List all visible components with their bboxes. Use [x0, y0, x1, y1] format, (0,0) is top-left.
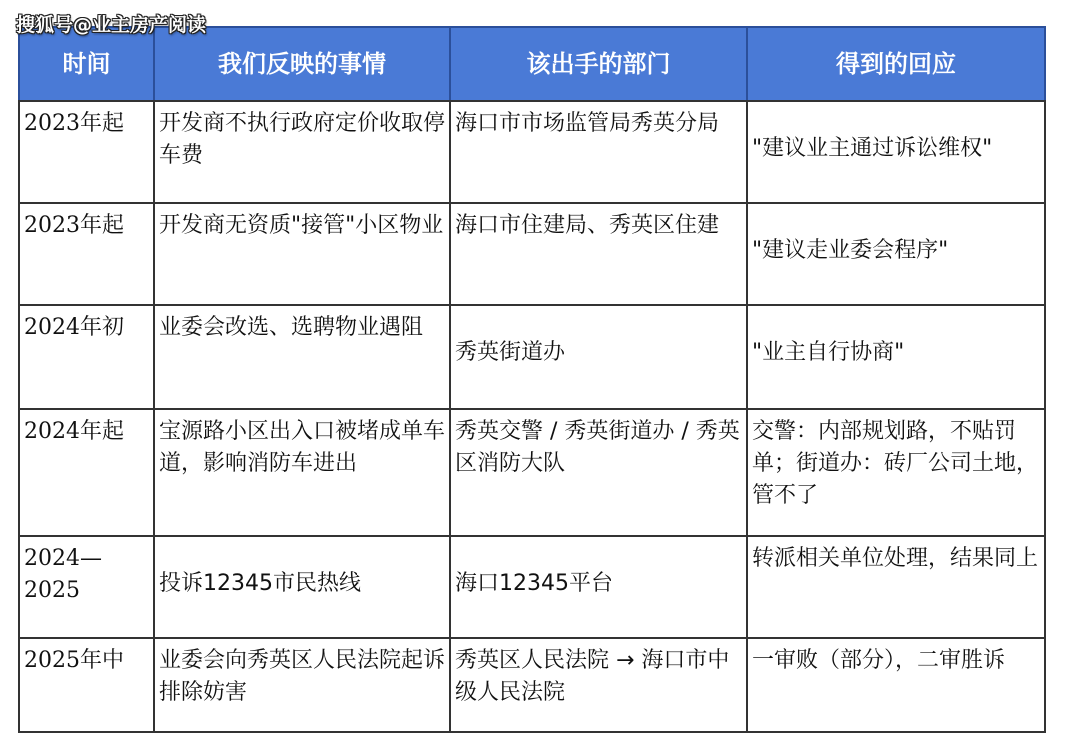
header-response: 得到的回应	[747, 27, 1045, 101]
header-department: 该出手的部门	[450, 27, 747, 101]
issue-cell: 开发商无资质"接管"小区物业	[154, 203, 450, 305]
time-cell: 2023年起	[19, 203, 154, 305]
time-cell: 2023年起	[19, 101, 154, 203]
time-cell: 2024—2025	[19, 536, 154, 638]
time-cell: 2025年中	[19, 638, 154, 732]
table-row	[19, 203, 1045, 305]
issue-cell: 开发商不执行政府定价收取停车费	[154, 101, 450, 203]
complaints-table	[18, 26, 1046, 733]
issue-cell: 投诉12345市民热线	[154, 536, 450, 638]
table-row	[19, 305, 1045, 409]
response-cell: "业主自行协商"	[747, 305, 1045, 409]
issue-cell: 宝源路小区出入口被堵成单车道，影响消防车进出	[154, 409, 450, 536]
response-cell: 一审败（部分），二审胜诉	[747, 638, 1045, 732]
department-cell: 秀英街道办	[450, 305, 747, 409]
issue-cell: 业委会改选、选聘物业遇阻	[154, 305, 450, 409]
table-row	[19, 101, 1045, 203]
table-row	[19, 536, 1045, 638]
table-row	[19, 409, 1045, 536]
department-cell: 海口12345平台	[450, 536, 747, 638]
department-cell: 秀英交警 / 秀英街道办 / 秀英区消防大队	[450, 409, 747, 536]
time-cell: 2024年起	[19, 409, 154, 536]
table-row	[19, 638, 1045, 732]
header-row	[19, 27, 1045, 101]
response-cell: "建议走业委会程序"	[747, 203, 1045, 305]
issue-cell: 业委会向秀英区人民法院起诉排除妨害	[154, 638, 450, 732]
response-cell: 转派相关单位处理，结果同上	[747, 536, 1045, 638]
time-cell: 2024年初	[19, 305, 154, 409]
department-cell: 海口市市场监管局秀英分局	[450, 101, 747, 203]
header-issue: 我们反映的事情	[154, 27, 450, 101]
department-cell: 海口市住建局、秀英区住建	[450, 203, 747, 305]
header-time: 时间	[19, 27, 154, 101]
watermark: 搜狐号@业主房产阅读	[16, 14, 207, 36]
response-cell: 交警：内部规划路，不贴罚单；街道办：砖厂公司土地，管不了	[747, 409, 1045, 536]
response-cell: "建议业主通过诉讼维权"	[747, 101, 1045, 203]
department-cell: 秀英区人民法院 → 海口市中级人民法院	[450, 638, 747, 732]
